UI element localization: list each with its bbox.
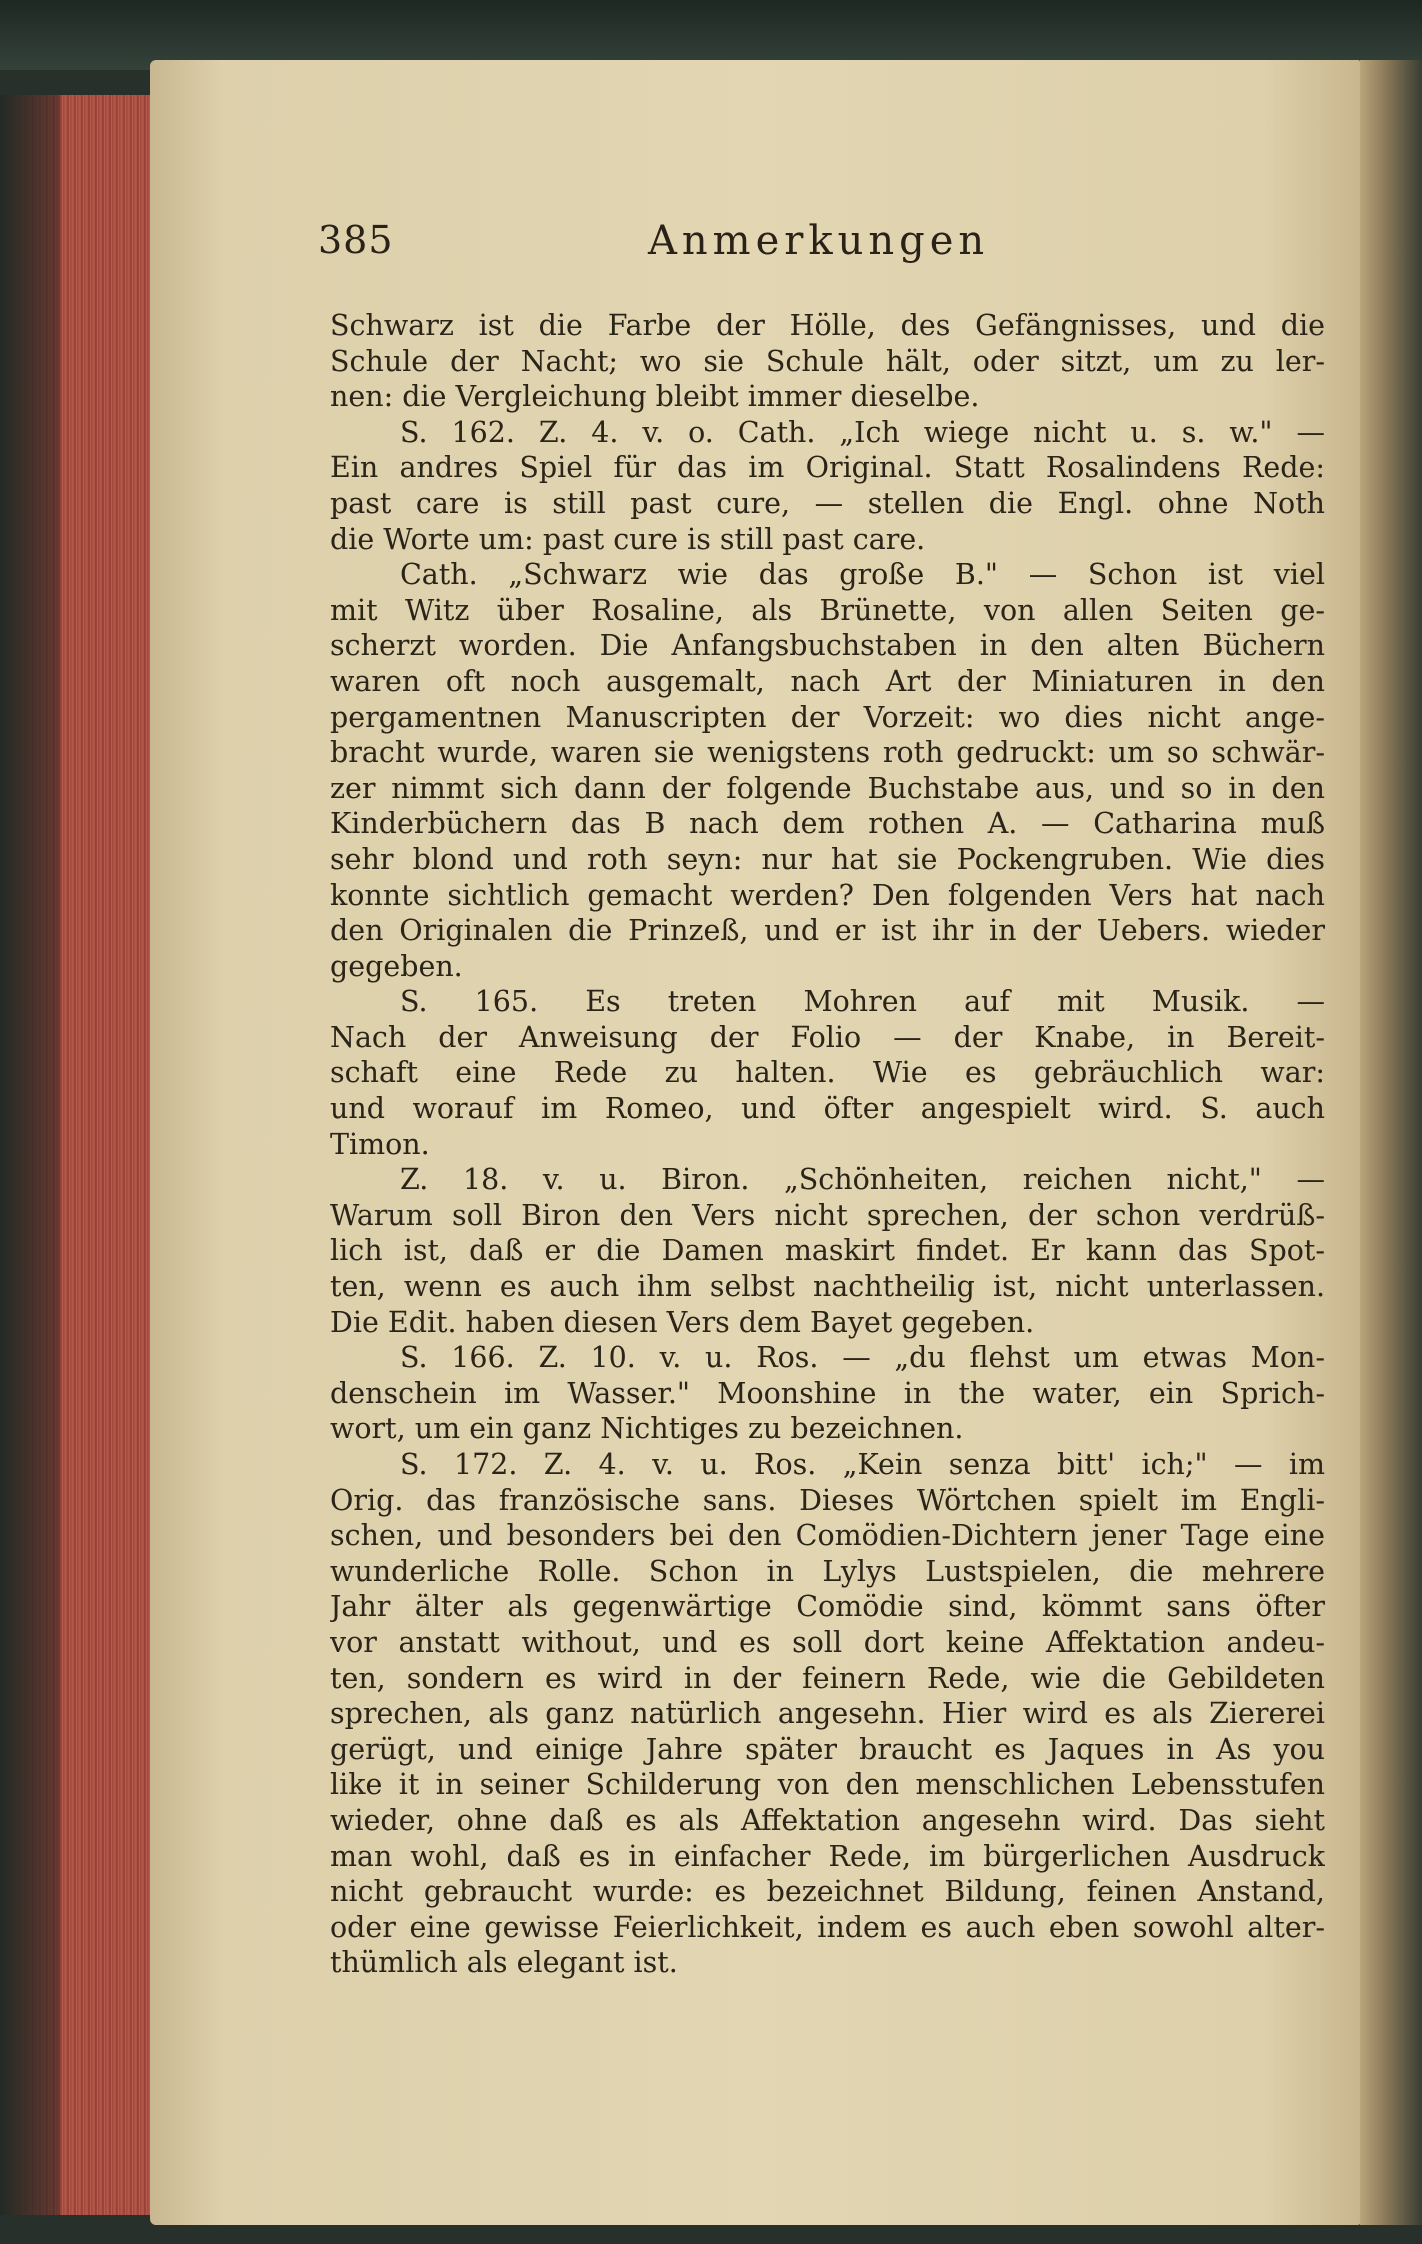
text-line: Cath. „Schwarz wie das große B." — Schon ist viel	[400, 558, 1325, 592]
text-line: lich ist, daß er die Damen maskirt findet. Er kann das Spot-	[330, 1234, 1325, 1268]
text-line: und worauf im Romeo, und öfter angespielt wird. S. auch	[330, 1092, 1325, 1126]
running-head: Anmerkungen	[648, 218, 990, 264]
text-line: Ein andres Spiel für das im Original. Statt Rosalindens Rede:	[330, 451, 1325, 485]
text-line: man wohl, daß es in einfacher Rede, im bürgerlichen Ausdruck	[330, 1839, 1325, 1873]
text-line: mit Witz über Rosaline, als Brünette, von allen Seiten ge-	[330, 593, 1325, 627]
text-line: Kinderbüchern das B nach dem rothen A. — Catharina muß	[330, 807, 1325, 841]
text-line: Die Edit. haben diesen Vers dem Bayet gegeben.	[330, 1305, 1035, 1339]
text-line: vor anstatt without, und es soll dort keine Affektation andeu-	[330, 1625, 1325, 1659]
text-line: like it in seiner Schilderung von den menschlichen Lebensstufen	[330, 1768, 1325, 1802]
text-line: pergamentnen Manuscripten der Vorzeit: wo dies nicht ange-	[330, 700, 1325, 734]
text-line: wieder, ohne daß es als Affektation angesehn wird. Das sieht	[330, 1803, 1325, 1837]
binding-shadow	[0, 95, 60, 2215]
text-line: S. 172. Z. 4. v. u. Ros. „Kein senza bitt' ich;" — im	[400, 1448, 1325, 1481]
text-line: gerügt, und einige Jahre später braucht es Jaques in As you	[330, 1732, 1325, 1766]
body-text	[330, 308, 1325, 1981]
text-line: Schwarz ist die Farbe der Hölle, des Gefängnisses, und die	[330, 309, 1325, 342]
text-line: Schule der Nacht; wo sie Schule hält, oder sitzt, um zu ler-	[330, 344, 1325, 378]
text-line: die Worte um: past cure is still past care.	[330, 522, 926, 556]
text-line: Warum soll Biron den Vers nicht sprechen, der schon verdrüß-	[330, 1198, 1325, 1232]
text-line: gegeben.	[330, 949, 463, 983]
text-line: Jahr älter als gegenwärtige Comödie sind, kömmt sans öfter	[330, 1590, 1325, 1624]
text-line: schen, und besonders bei den Comödien-Dichtern jener Tage eine	[330, 1519, 1325, 1553]
text-line: ten, wenn es auch ihm selbst nachtheilig ist, nicht unterlassen.	[330, 1270, 1325, 1304]
page-number: 385	[318, 218, 394, 262]
text-line: past care is still past cure, — stellen die Engl. ohne Noth	[330, 486, 1325, 520]
text-line: wunderliche Rolle. Schon in Lylys Lustspielen, die mehrere	[330, 1554, 1325, 1588]
text-line: scherzt worden. Die Anfangsbuchstaben in den alten Büchern	[330, 629, 1325, 663]
text-line: nen: die Vergleichung bleibt immer dieselbe.	[330, 380, 980, 414]
text-line: waren oft noch ausgemalt, nach Art der Miniaturen in den	[330, 664, 1325, 698]
text-line: nicht gebraucht wurde: es bezeichnet Bildung, feinen Anstand,	[330, 1875, 1325, 1909]
facing-page-edge	[1360, 60, 1422, 2225]
text-line: S. 165. Es treten Mohren auf mit Musik. —	[400, 985, 1325, 1019]
text-line: oder eine gewisse Feierlichkeit, indem es auch eben sowohl alter-	[330, 1910, 1325, 1944]
text-line: konnte sichtlich gemacht werden? Den folgenden Vers hat nach	[330, 878, 1325, 912]
text-line: schaft eine Rede zu halten. Wie es gebräuchlich war:	[330, 1056, 1325, 1090]
text-line: Orig. das französische sans. Dieses Wörtchen spielt im Engli-	[330, 1483, 1325, 1517]
text-line: zer nimmt sich dann der folgende Buchstabe aus, und so in den	[330, 771, 1325, 805]
text-line: S. 162. Z. 4. v. o. Cath. „Ich wiege nicht u. s. w." —	[400, 415, 1325, 449]
page-header	[318, 218, 1318, 278]
text-line: ten, sondern es wird in der feinern Rede, wie die Gebildeten	[330, 1661, 1325, 1695]
text-line: Z. 18. v. u. Biron. „Schönheiten, reichen nicht," —	[400, 1163, 1325, 1197]
text-line: den Originalen die Prinzeß, und er ist ihr in der Uebers. wieder	[330, 914, 1325, 948]
text-line: bracht wurde, waren sie wenigstens roth gedruckt: um so schwär-	[330, 736, 1325, 770]
text-line: S. 166. Z. 10. v. u. Ros. — „du flehst um etwas Mon-	[400, 1341, 1325, 1375]
text-line: wort, um ein ganz Nichtiges zu bezeichnen.	[330, 1412, 964, 1446]
text-line: sehr blond und roth seyn: nur hat sie Pockengruben. Wie dies	[330, 842, 1325, 876]
text-line: Timon.	[330, 1127, 430, 1161]
text-line: Nach der Anweisung der Folio — der Knabe, in Bereit-	[330, 1020, 1325, 1054]
text-line: sprechen, als ganz natürlich angesehn. Hier wird es als Ziererei	[330, 1697, 1325, 1731]
text-line: thümlich als elegant ist.	[330, 1946, 678, 1980]
text-line: denschein im Wasser." Moonshine in the water, ein Sprich-	[330, 1376, 1325, 1410]
